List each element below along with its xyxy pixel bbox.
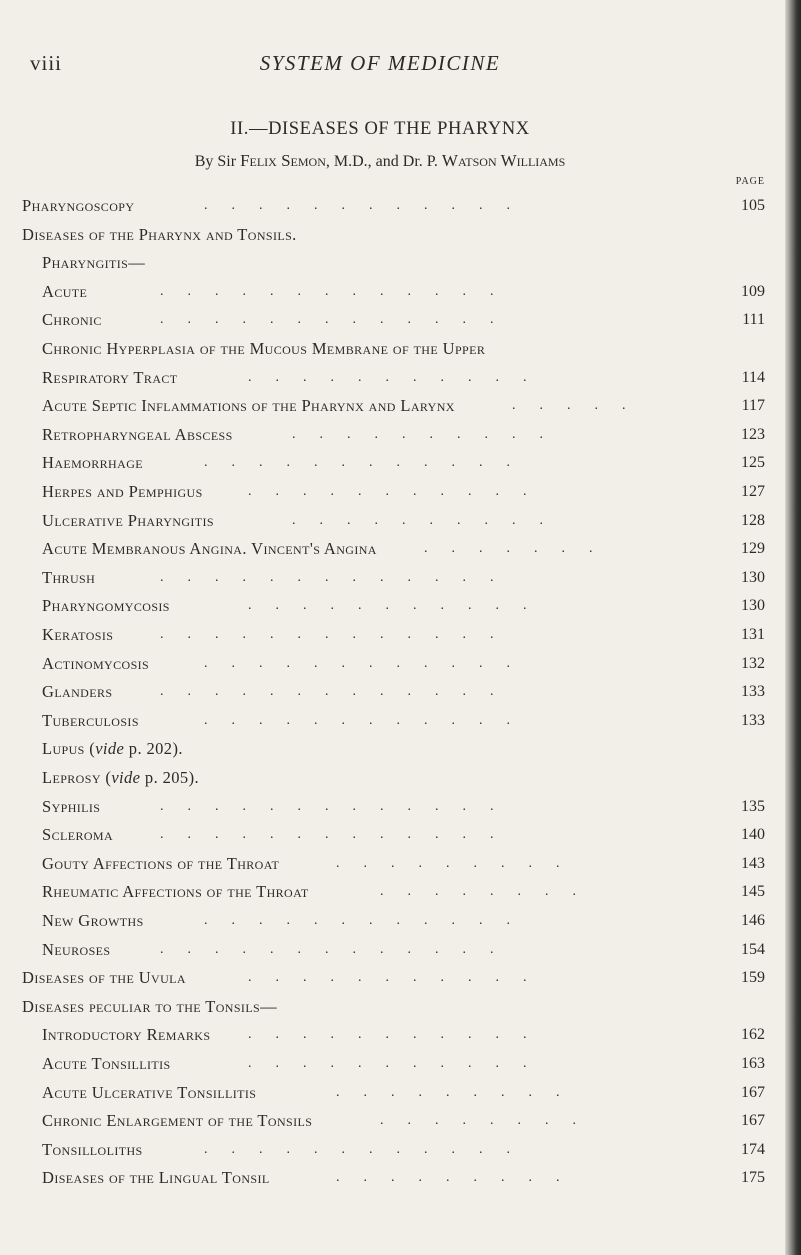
- toc-dot-leader: .............: [160, 312, 518, 327]
- toc-entry-title: [42, 708, 139, 734]
- toc-row: [0, 879, 770, 905]
- toc-row: [0, 565, 770, 591]
- toc-entry-title: [42, 1165, 270, 1191]
- page-number: viii: [30, 51, 63, 75]
- toc-row: [0, 765, 770, 791]
- toc-entry-text: Pharyngoscopy: [22, 196, 135, 215]
- toc-dot-leader: ........: [380, 1113, 600, 1128]
- toc-dot-leader: .............: [160, 684, 518, 699]
- toc-entry-page: 162: [741, 1026, 765, 1043]
- toc-row: [0, 736, 770, 762]
- toc-entry-text: Pharyngomycosis: [42, 596, 170, 615]
- toc-dot-leader: .............: [160, 942, 518, 957]
- toc-entry-page: 167: [741, 1112, 765, 1129]
- toc-row: [0, 1108, 770, 1134]
- toc-entry-page: 140: [741, 826, 765, 843]
- toc-row: [0, 908, 770, 934]
- toc-dot-leader: ...........: [248, 598, 551, 613]
- toc-entry-title: [42, 1137, 143, 1163]
- toc-dot-leader: ............: [204, 656, 534, 671]
- toc-row: [0, 193, 770, 219]
- toc-dot-leader: ...........: [248, 970, 551, 985]
- author-1-suffix: , M.D., and Dr. P.: [325, 153, 438, 170]
- toc-entry-title: [42, 536, 377, 562]
- toc-row: [0, 222, 770, 248]
- toc-row: [0, 479, 770, 505]
- toc-entry-page: 135: [741, 798, 765, 815]
- byline-prefix: By Sir: [194, 153, 237, 170]
- toc-row: [0, 1022, 770, 1048]
- toc-entry-text: Acute Ulcerative Tonsillitis: [42, 1083, 257, 1102]
- toc-entry-title: [42, 279, 87, 305]
- toc-entry-page: 123: [741, 426, 765, 443]
- toc-dot-leader: ..........: [292, 427, 567, 442]
- toc-row: [0, 822, 770, 848]
- toc-entry-page: 143: [741, 855, 765, 872]
- running-title: SYSTEM OF MEDICINE: [259, 51, 501, 75]
- author-1: Felix Semon: [240, 151, 326, 170]
- toc-row: [0, 393, 770, 419]
- toc-entry-page: 125: [741, 454, 765, 471]
- toc-entry-page: 132: [741, 655, 765, 672]
- page-column-label: PAGE: [735, 176, 765, 187]
- toc-entry-title: [42, 908, 144, 934]
- toc-entry-text: Chronic: [42, 310, 102, 329]
- toc-entry-title: [42, 365, 178, 391]
- toc-entry-text: Pharyngitis—: [42, 253, 146, 272]
- toc-entry-title: [42, 593, 170, 619]
- toc-entry-text: Diseases of the Lingual Tonsil: [42, 1168, 270, 1187]
- toc-row: [0, 794, 770, 820]
- toc-row: [0, 622, 770, 648]
- toc-entry-text: Diseases of the Pharynx and Tonsils.: [22, 225, 297, 244]
- toc-entry-title: [22, 994, 277, 1020]
- toc-row: [0, 1080, 770, 1106]
- toc-entry-page: 133: [741, 712, 765, 729]
- toc-entry-text: Acute: [42, 282, 88, 301]
- toc-row: [0, 965, 770, 991]
- toc-entry-page: 133: [741, 683, 765, 700]
- toc-dot-leader: ........: [380, 884, 600, 899]
- toc-dot-leader: ............: [204, 198, 534, 213]
- toc-entry-title: [42, 307, 102, 333]
- toc-entry-page: 175: [741, 1169, 765, 1186]
- byline: [0, 151, 760, 171]
- toc-row: [0, 450, 770, 476]
- toc-row: [0, 994, 770, 1020]
- toc-entry-text: Lupus (: [42, 739, 96, 758]
- toc-entry-page: 130: [741, 597, 765, 614]
- toc-entry-text: Herpes and Pemphigus: [42, 482, 203, 501]
- toc-dot-leader: .............: [160, 799, 518, 814]
- page-edge-shadow: [785, 0, 801, 1255]
- toc-entry-text: Chronic Enlargement of the Tonsils: [42, 1111, 313, 1130]
- toc-row: [0, 508, 770, 534]
- toc-entry-title: [42, 937, 110, 963]
- toc-entry-text: New Growths: [42, 911, 144, 930]
- toc-row: [0, 937, 770, 963]
- toc-entry-title: [22, 222, 297, 248]
- toc-entry-title: [42, 336, 485, 362]
- toc-entry-title: [42, 822, 113, 848]
- toc-entry-text: Diseases peculiar to the Tonsils—: [22, 997, 278, 1016]
- toc-entry-page: 145: [741, 883, 765, 900]
- toc-dot-leader: ...........: [248, 1027, 551, 1042]
- toc-entry-text: Haemorrhage: [42, 453, 143, 472]
- toc-entry-text: Gouty Affections of the Throat: [42, 854, 280, 873]
- toc-entry-text: Glanders: [42, 682, 113, 701]
- toc-entry-page: 130: [741, 569, 765, 586]
- toc-dot-leader: .........: [336, 1170, 584, 1185]
- toc-entry-title: [22, 193, 134, 219]
- toc-dot-leader: .............: [160, 627, 518, 642]
- toc-entry-title: [42, 1051, 171, 1077]
- toc-entry-text: Acute Septic Inflammations of the Pharynx and Larynx: [42, 396, 455, 415]
- section-heading: II.—DISEASES OF THE PHARYNX: [230, 119, 530, 139]
- toc-entry-text: Scleroma: [42, 825, 114, 844]
- toc-entry-text: Neuroses: [42, 940, 111, 959]
- toc-entry-page: 159: [741, 969, 765, 986]
- toc-entry-title: [42, 250, 145, 276]
- toc-row: [0, 422, 770, 448]
- toc-dot-leader: ............: [204, 1142, 534, 1157]
- toc-entry-text: Acute Tonsillitis: [42, 1054, 171, 1073]
- toc-entry-title: [22, 965, 186, 991]
- toc-entry-page: 129: [741, 540, 765, 557]
- toc-entry-page: 105: [741, 197, 765, 214]
- toc-entry-title: [42, 479, 203, 505]
- toc-entry-text: Acute Membranous Angina. Vincent's Angina: [42, 539, 377, 558]
- toc-entry-page: 131: [741, 626, 765, 643]
- toc-entry-title: [42, 736, 183, 762]
- toc-entry-text: Actinomycosis: [42, 654, 150, 673]
- toc-entry-title: [42, 422, 233, 448]
- toc-entry-text: Diseases of the Uvula: [22, 968, 186, 987]
- toc-entry-title: [42, 765, 199, 791]
- toc-dot-leader: ...........: [248, 484, 551, 499]
- toc-row: [0, 851, 770, 877]
- toc-row: [0, 336, 770, 362]
- toc-dot-leader: ...........: [248, 1056, 551, 1071]
- toc-entry-title: [42, 651, 149, 677]
- toc-entry-page: 127: [741, 483, 765, 500]
- toc-row: [0, 1051, 770, 1077]
- toc-entry-title: [42, 879, 309, 905]
- toc-row: [0, 536, 770, 562]
- toc-dot-leader: .............: [160, 827, 518, 842]
- toc-entry-text: Chronic Hyperplasia of the Mucous Membrane of the Upper: [42, 339, 486, 358]
- author-2: Watson Williams: [441, 151, 566, 170]
- toc-row: [0, 593, 770, 619]
- toc-row: [0, 250, 770, 276]
- toc-dot-leader: ............: [204, 455, 534, 470]
- toc-row: [0, 679, 770, 705]
- toc-entry-text: Introductory Remarks: [42, 1025, 211, 1044]
- toc-dot-leader: .....: [512, 398, 650, 413]
- toc-entry-page: 111: [742, 311, 765, 328]
- toc-entry-page: 117: [741, 397, 765, 414]
- toc-dot-leader: .........: [336, 1085, 584, 1100]
- toc-row: [0, 1137, 770, 1163]
- toc-entry-title: [42, 622, 113, 648]
- toc-row: [0, 279, 770, 305]
- toc-entry-vide: vide: [95, 739, 125, 758]
- toc-entry-text: Ulcerative Pharyngitis: [42, 511, 215, 530]
- toc-entry-text: Leprosy (: [42, 768, 112, 787]
- toc-dot-leader: ...........: [248, 370, 551, 385]
- toc-dot-leader: ............: [204, 913, 534, 928]
- toc-entry-vide: vide: [111, 768, 141, 787]
- toc-entry-text: Keratosis: [42, 625, 114, 644]
- toc-entry-title: [42, 450, 143, 476]
- toc-entry-text: Respiratory Tract: [42, 368, 178, 387]
- toc-dot-leader: .............: [160, 570, 518, 585]
- toc-entry-title: [42, 508, 214, 534]
- toc-entry-title: [42, 679, 112, 705]
- toc-entry-page: 174: [741, 1141, 765, 1158]
- toc-entry-page: 128: [741, 512, 765, 529]
- toc-entry-text: Tuberculosis: [42, 711, 139, 730]
- toc-row: [0, 365, 770, 391]
- toc-dot-leader: ............: [204, 713, 534, 728]
- toc-entry-page: 109: [741, 283, 765, 300]
- toc-dot-leader: .............: [160, 284, 518, 299]
- toc-row: [0, 708, 770, 734]
- toc-entry-page: 154: [741, 941, 765, 958]
- toc-entry-title: [42, 851, 279, 877]
- toc-dot-leader: .........: [336, 856, 584, 871]
- toc-row: [0, 1165, 770, 1191]
- toc-entry-text: Thrush: [42, 568, 96, 587]
- toc-entry-note: p. 202).: [124, 739, 183, 758]
- toc-entry-title: [42, 1080, 256, 1106]
- toc-row: [0, 307, 770, 333]
- toc-entry-title: [42, 565, 95, 591]
- toc-entry-text: Tonsilloliths: [42, 1140, 143, 1159]
- toc-entry-title: [42, 1022, 210, 1048]
- toc-entry-text: Rheumatic Affections of the Throat: [42, 882, 309, 901]
- toc-dot-leader: ..........: [292, 513, 567, 528]
- toc-entry-title: [42, 393, 455, 419]
- toc-entry-note: p. 205).: [140, 768, 200, 787]
- toc-entry-text: Retropharyngeal Abscess: [42, 425, 233, 444]
- toc-entry-text: Syphilis: [42, 797, 101, 816]
- running-head: [0, 51, 760, 81]
- toc-dot-leader: .......: [424, 541, 617, 556]
- toc-entry-page: 114: [741, 369, 765, 386]
- toc-row: [0, 651, 770, 677]
- toc-entry-title: [42, 794, 100, 820]
- toc-entry-title: [42, 1108, 312, 1134]
- toc-entry-page: 167: [741, 1084, 765, 1101]
- toc-entry-page: 146: [741, 912, 765, 929]
- toc-entry-page: 163: [741, 1055, 765, 1072]
